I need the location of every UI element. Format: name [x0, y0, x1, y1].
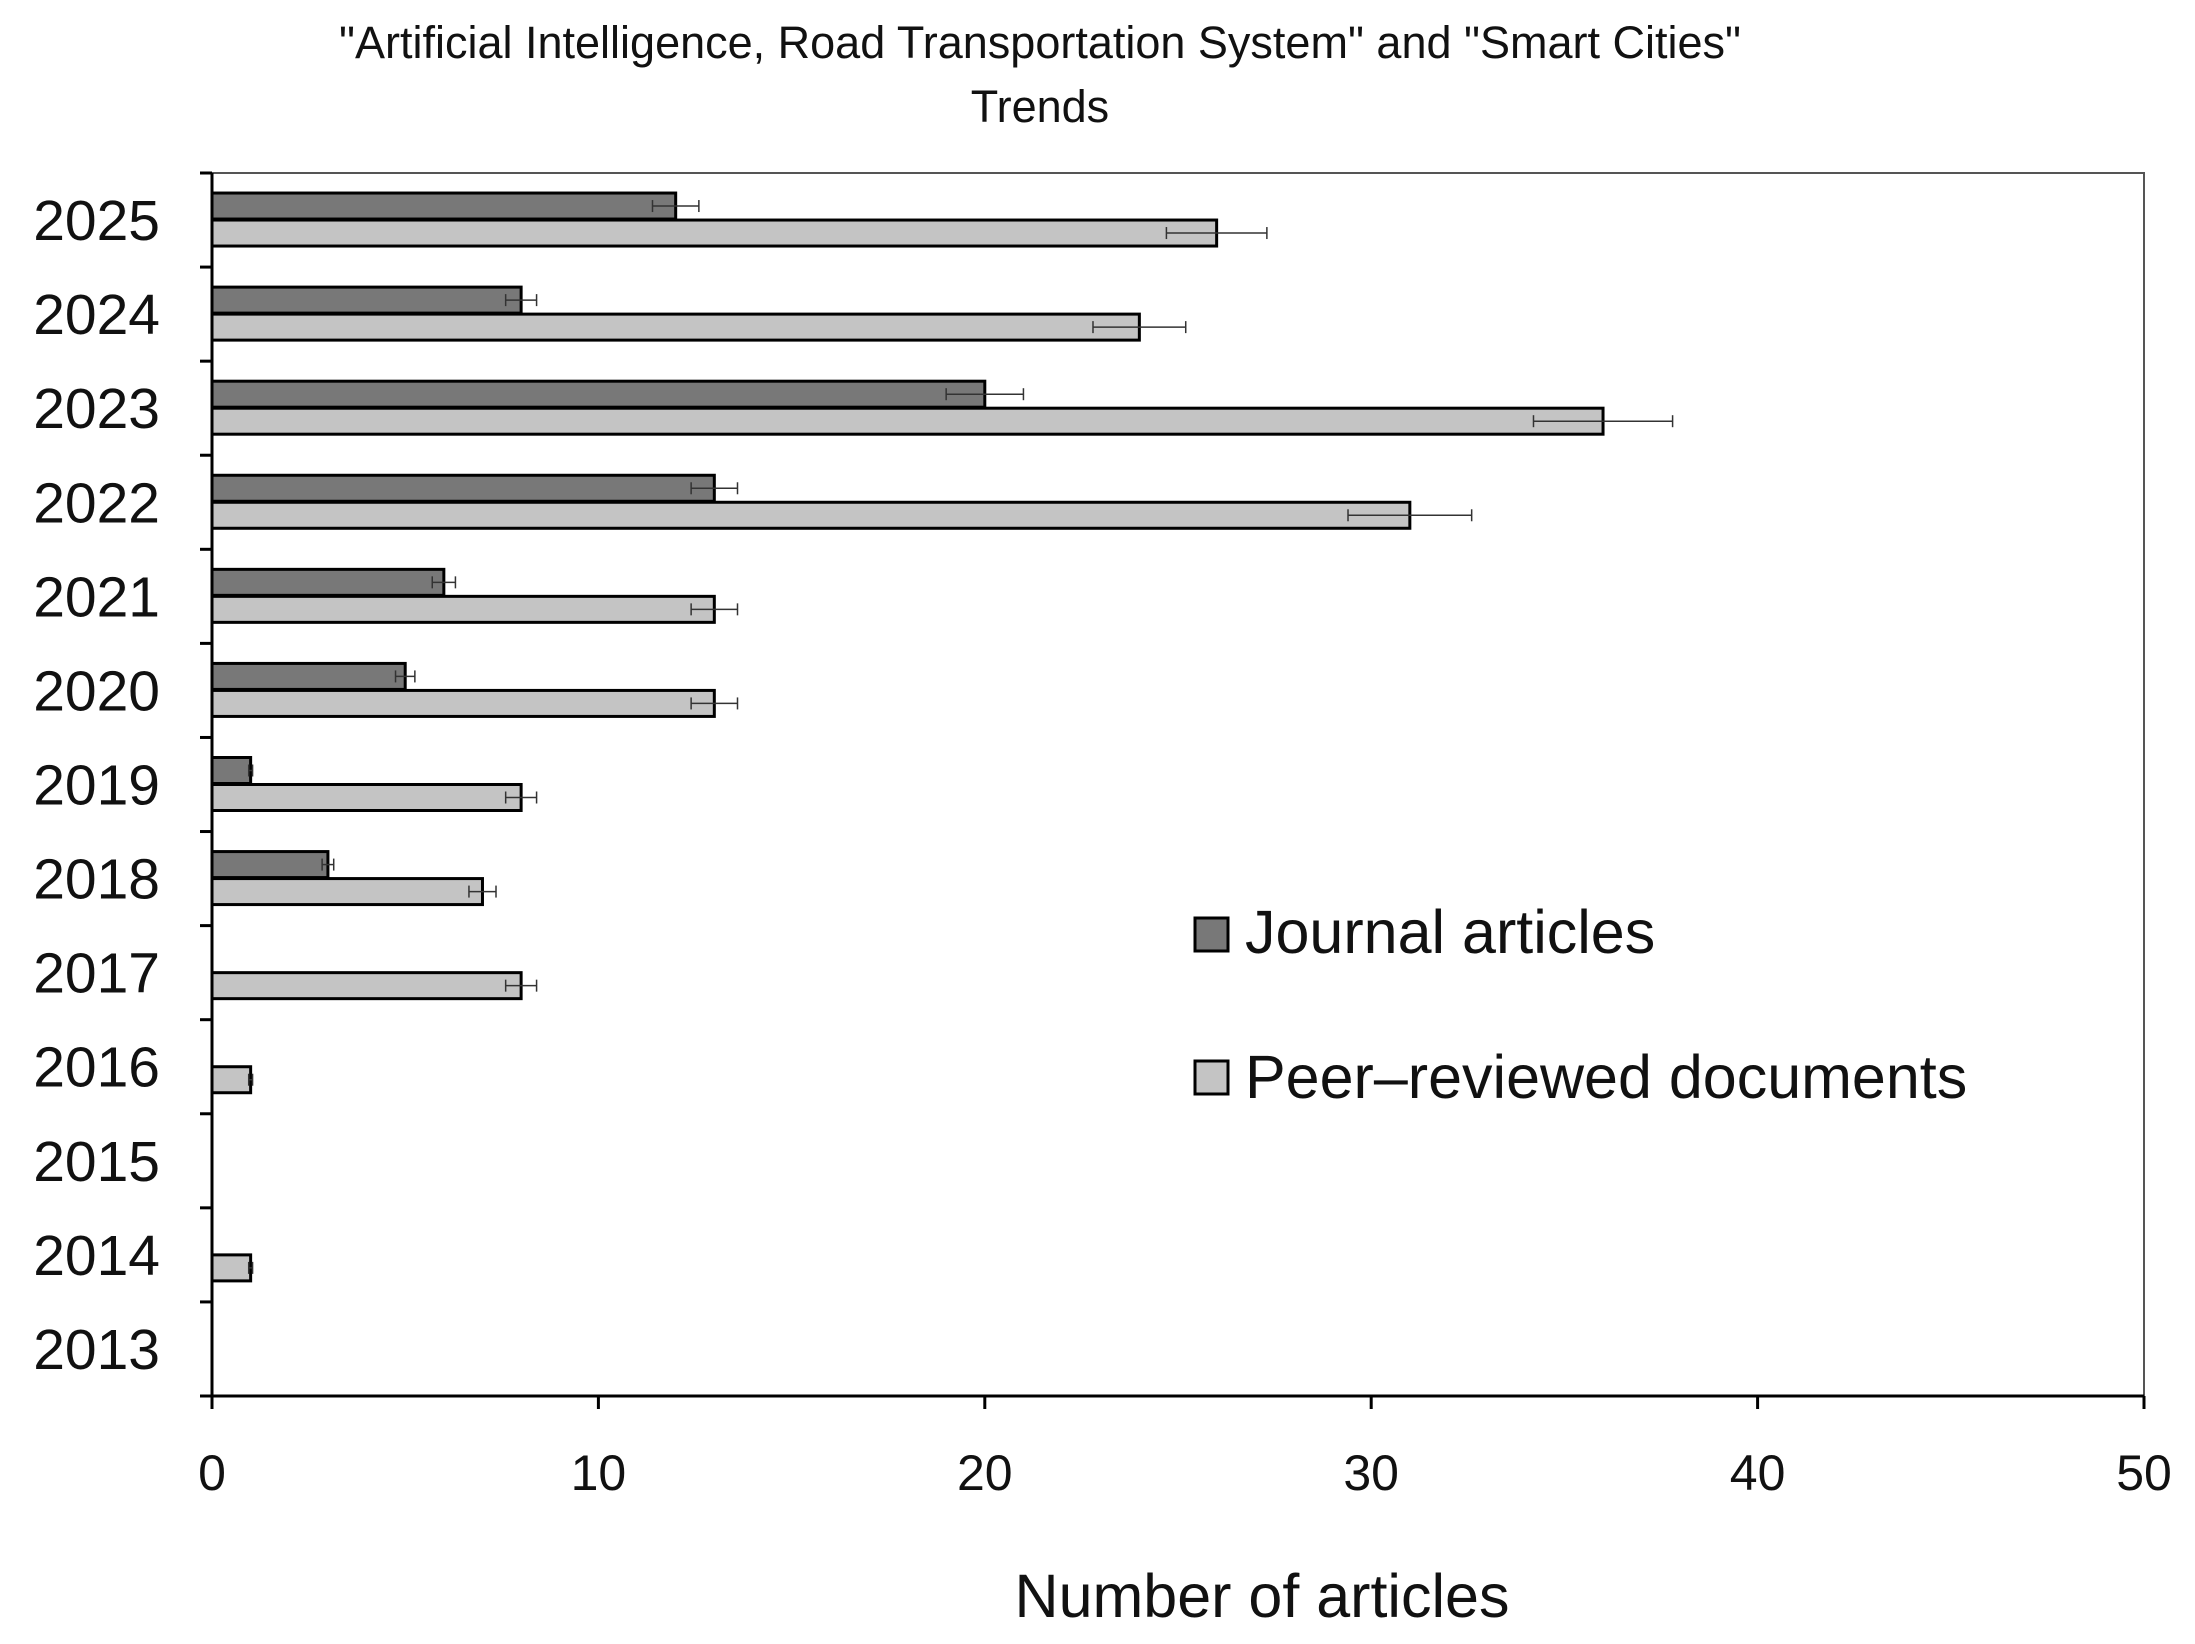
- bar-journal-articles-2019: [212, 758, 251, 784]
- x-tick-label-40: 40: [1729, 1445, 1786, 1501]
- y-tick-label-2013: 2013: [33, 1317, 160, 1382]
- bar-peer-reviewed-documents-2025: [212, 220, 1217, 246]
- bar-peer-reviewed-documents-2014: [212, 1255, 251, 1281]
- bar-peer-reviewed-documents-2018: [212, 879, 482, 905]
- legend-label-peer-reviewed-documents: Peer–reviewed documents: [1245, 1043, 1968, 1111]
- y-tick-label-2025: 2025: [33, 189, 160, 254]
- x-tick-label-0: 0: [198, 1445, 226, 1501]
- y-tick-label-2018: 2018: [33, 847, 160, 912]
- bar-peer-reviewed-documents-2016: [212, 1067, 251, 1093]
- bar-peer-reviewed-documents-2022: [212, 502, 1410, 528]
- y-tick-label-2021: 2021: [33, 565, 160, 630]
- y-tick-label-2022: 2022: [33, 471, 160, 536]
- bar-peer-reviewed-documents-2024: [212, 314, 1139, 340]
- bar-peer-reviewed-documents-2019: [212, 785, 521, 811]
- x-tick-label-10: 10: [570, 1445, 627, 1501]
- bar-journal-articles-2018: [212, 852, 328, 878]
- bar-peer-reviewed-documents-2020: [212, 690, 714, 716]
- legend-label-journal-articles: Journal articles: [1245, 898, 1656, 966]
- bar-journal-articles-2022: [212, 475, 714, 501]
- bar-journal-articles-2025: [212, 193, 676, 219]
- chart-title: "Artificial Intelligence, Road Transportation System" and "Smart Cities": [339, 17, 1741, 68]
- y-tick-label-2019: 2019: [33, 753, 160, 818]
- x-tick-label-20: 20: [956, 1445, 1013, 1501]
- y-tick-label-2016: 2016: [33, 1035, 160, 1100]
- x-tick-label-30: 30: [1343, 1445, 1400, 1501]
- bar-peer-reviewed-documents-2021: [212, 596, 714, 622]
- bar-peer-reviewed-documents-2017: [212, 973, 521, 999]
- chart-subtitle: Trends: [970, 81, 1110, 132]
- y-axis-ticks: [33, 173, 212, 1396]
- y-tick-label-2024: 2024: [33, 283, 160, 348]
- y-tick-label-2014: 2014: [33, 1223, 160, 1288]
- y-tick-label-2015: 2015: [33, 1129, 160, 1194]
- bar-journal-articles-2021: [212, 569, 444, 595]
- y-tick-label-2017: 2017: [33, 941, 160, 1006]
- error-bars-layer: [249, 200, 1673, 1274]
- legend: [1195, 898, 1967, 1111]
- legend-swatch-peer-reviewed-documents: [1195, 1061, 1228, 1094]
- bars-layer: [212, 193, 1603, 1281]
- y-tick-label-2020: 2020: [33, 659, 160, 724]
- bar-journal-articles-2024: [212, 287, 521, 313]
- bar-peer-reviewed-documents-2023: [212, 408, 1603, 434]
- y-tick-label-2023: 2023: [33, 377, 160, 442]
- bar-journal-articles-2023: [212, 381, 985, 407]
- bar-journal-articles-2020: [212, 663, 405, 689]
- x-tick-label-50: 50: [2116, 1445, 2172, 1501]
- x-axis-title: Number of articles: [1014, 1562, 1510, 1630]
- x-axis-ticks: [198, 1396, 2172, 1501]
- legend-swatch-journal-articles: [1195, 918, 1228, 951]
